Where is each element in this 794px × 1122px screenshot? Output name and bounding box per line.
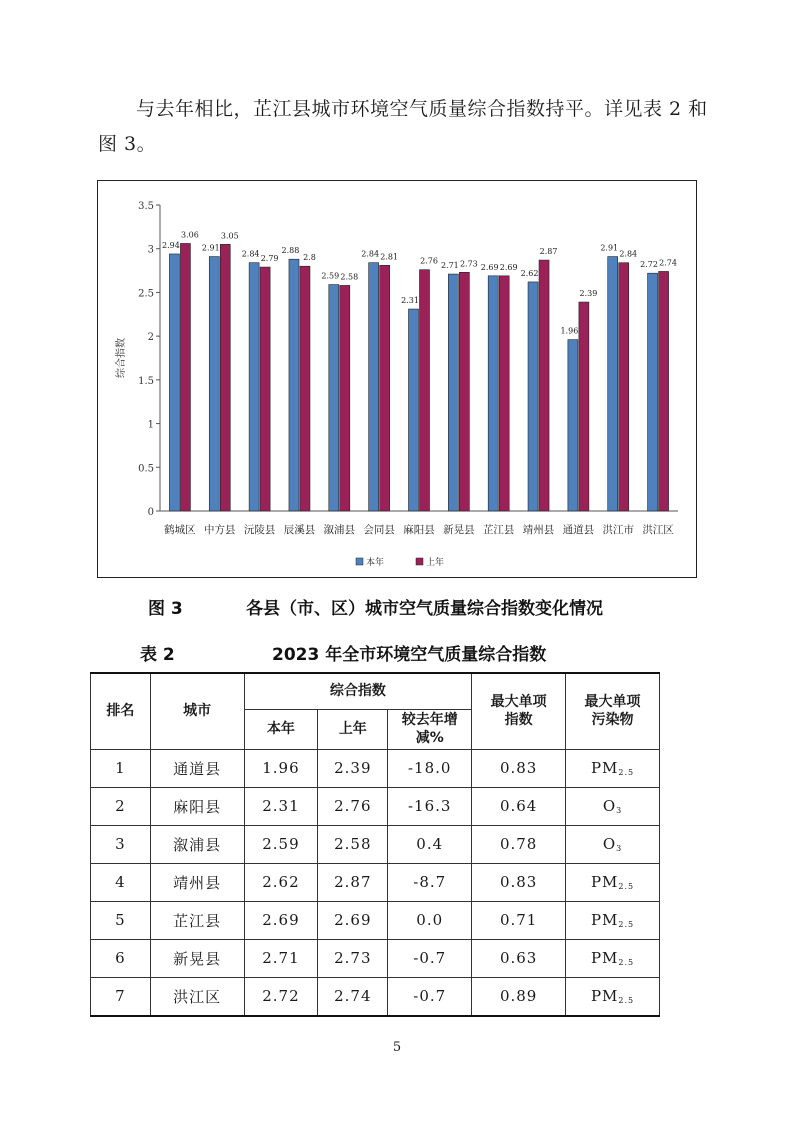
bar-this-year (409, 309, 419, 511)
cell-pollutant (566, 939, 660, 977)
cell-last-year: 2.87 (318, 863, 388, 901)
data-label: 2.69 (480, 262, 499, 272)
bar-this-year (568, 340, 578, 511)
header-change-text: 较去年增减% (401, 712, 458, 746)
data-label: 2.39 (579, 289, 598, 299)
pollutant-name: PM (590, 987, 619, 1005)
legend-swatch (416, 558, 423, 565)
x-category-label: 辰溪县 (283, 524, 316, 536)
header-last-year: 上年 (318, 709, 388, 749)
x-category-label: 新晃县 (443, 524, 475, 536)
cell-pollutant (566, 901, 660, 939)
table-body (91, 749, 660, 1016)
cell-this-year: 2.62 (244, 863, 318, 901)
table-label: 表 2 (140, 645, 175, 665)
cell-change: -8.7 (388, 863, 472, 901)
cell-pollutant (566, 977, 660, 1016)
data-label: 3.06 (181, 230, 199, 240)
y-tick-label: 0 (147, 507, 154, 518)
y-tick-label: 2.5 (138, 288, 154, 300)
cell-last-year: 2.74 (318, 977, 388, 1016)
table-row (91, 939, 660, 977)
data-label: 2.72 (640, 260, 658, 270)
table-row (91, 749, 660, 787)
cell-last-year: 2.73 (318, 939, 388, 977)
header-max-pollutant-text: 最大单项污染物 (584, 694, 641, 729)
bar-last-year (260, 267, 270, 511)
bar-this-year (648, 273, 658, 511)
table-row (91, 825, 660, 863)
pollutant-name: PM (590, 911, 619, 929)
y-axis-label: 综合指数 (116, 338, 127, 378)
data-label: 3.05 (220, 231, 239, 241)
bar-this-year (369, 263, 379, 511)
bar-last-year (619, 263, 629, 511)
pollutant-subscript: 2.5 (618, 920, 635, 929)
pollutant-name: PM (590, 873, 619, 891)
pollutant-name: PM (590, 949, 619, 967)
x-category-label: 通道县 (562, 524, 595, 536)
bar-last-year (420, 270, 430, 511)
y-tick-label: 1.5 (138, 375, 154, 387)
data-label: 2.87 (539, 247, 558, 257)
cell-change: 0.4 (388, 825, 472, 863)
figure-title: 各县（市、区）城市空气质量综合指数变化情况 (246, 599, 603, 619)
data-label: 2.69 (499, 262, 518, 272)
cell-city: 通道县 (150, 749, 244, 787)
data-label: 2.84 (241, 249, 260, 259)
bar-last-year (340, 285, 350, 511)
y-tick-label: 2 (147, 332, 154, 344)
cell-rank: 2 (91, 787, 151, 825)
pollutant-name: PM (590, 759, 619, 777)
data-label: 2.73 (459, 259, 478, 269)
data-label: 2.31 (401, 296, 419, 306)
cell-rank: 5 (91, 901, 151, 939)
cell-max-single: 0.63 (472, 939, 566, 977)
x-category-label: 鹤城区 (164, 524, 196, 536)
bar-last-year (579, 302, 589, 511)
cell-change: -0.7 (388, 977, 472, 1016)
data-label: 2.84 (619, 249, 638, 259)
cell-pollutant (566, 749, 660, 787)
figure-label: 图 3 (148, 599, 183, 619)
pollutant-subscript: 3 (616, 806, 623, 815)
y-tick-label: 3 (147, 244, 154, 256)
cell-last-year: 2.76 (318, 787, 388, 825)
cell-max-single: 0.71 (472, 901, 566, 939)
bar-last-year (220, 244, 230, 511)
cell-city: 麻阳县 (150, 787, 244, 825)
cell-last-year: 2.69 (318, 901, 388, 939)
data-label: 2.76 (420, 256, 438, 266)
cell-city: 新晃县 (150, 939, 244, 977)
x-category-label: 沅陵县 (243, 524, 276, 536)
cell-rank: 6 (91, 939, 151, 977)
cell-city: 溆浦县 (150, 825, 244, 863)
data-label: 2.88 (281, 246, 300, 256)
pollutant-subscript: 2.5 (618, 958, 635, 967)
chart-frame (97, 180, 697, 578)
data-label: 2.71 (440, 261, 459, 271)
bar-last-year (499, 276, 509, 511)
cell-max-single: 0.64 (472, 787, 566, 825)
header-max-single (472, 673, 566, 749)
table-row (91, 787, 660, 825)
cell-city: 洪江区 (150, 977, 244, 1016)
cell-rank: 1 (91, 749, 151, 787)
pollutant-subscript: 3 (616, 844, 623, 853)
cell-last-year: 2.39 (318, 749, 388, 787)
bar-last-year (300, 266, 310, 511)
header-max-pollutant (566, 673, 660, 749)
cell-change: -16.3 (388, 787, 472, 825)
header-this-year: 本年 (244, 709, 318, 749)
cell-city: 靖州县 (150, 863, 244, 901)
air-quality-table (90, 672, 660, 1017)
cell-this-year: 2.71 (244, 939, 318, 977)
bar-this-year (209, 257, 219, 511)
cell-change: -18.0 (388, 749, 472, 787)
data-label: 2.91 (201, 243, 220, 253)
y-tick-label: 3.5 (138, 201, 154, 212)
y-tick-label: 0.5 (138, 463, 154, 475)
data-label: 1.96 (560, 326, 579, 336)
bar-last-year (539, 260, 549, 511)
cell-max-single: 0.83 (472, 749, 566, 787)
cell-city: 芷江县 (150, 901, 244, 939)
cell-change: -0.7 (388, 939, 472, 977)
data-label: 2.62 (520, 268, 539, 278)
x-category-label: 溆浦县 (323, 524, 356, 536)
cell-pollutant (566, 825, 660, 863)
cell-last-year: 2.58 (318, 825, 388, 863)
x-category-label: 会同县 (363, 524, 395, 536)
header-index-group: 综合指数 (244, 673, 472, 709)
cell-this-year: 2.72 (244, 977, 318, 1016)
cell-change: 0.0 (388, 901, 472, 939)
legend-swatch (356, 558, 363, 565)
cell-this-year: 2.59 (244, 825, 318, 863)
legend-label: 本年 (366, 558, 385, 568)
bar-this-year (488, 276, 498, 511)
data-label: 2.74 (659, 258, 677, 268)
bar-this-year (528, 282, 538, 511)
pollutant-subscript: 2.5 (618, 882, 635, 891)
table-row (91, 863, 660, 901)
data-label: 2.8 (303, 253, 316, 263)
table-row (91, 901, 660, 939)
bar-this-year (608, 257, 618, 511)
data-label: 2.58 (340, 272, 359, 282)
x-category-label: 洪江区 (642, 524, 674, 536)
data-label: 2.84 (361, 249, 380, 259)
bar-this-year (169, 254, 179, 511)
data-label: 2.81 (380, 252, 399, 262)
bar-this-year (249, 263, 259, 511)
cell-rank: 7 (91, 977, 151, 1016)
header-max-single-text: 最大单项指数 (490, 694, 547, 729)
header-city: 城市 (150, 673, 244, 749)
page-number: 5 (392, 1040, 402, 1055)
bar-last-year (459, 272, 469, 511)
table-row (91, 977, 660, 1016)
table-title: 2023 年全市环境空气质量综合指数 (272, 645, 547, 665)
cell-pollutant (566, 863, 660, 901)
bar-this-year (289, 259, 299, 511)
bar-this-year (448, 274, 458, 511)
x-category-label: 洪江市 (602, 524, 634, 536)
header-change (388, 709, 472, 749)
bar-last-year (659, 271, 669, 511)
cell-this-year: 1.96 (244, 749, 318, 787)
data-label: 2.94 (162, 240, 180, 250)
cell-max-single: 0.83 (472, 863, 566, 901)
cell-rank: 4 (91, 863, 151, 901)
cell-pollutant (566, 787, 660, 825)
bar-last-year (180, 243, 190, 511)
bar-this-year (329, 285, 339, 511)
x-category-label: 靖州县 (522, 524, 555, 536)
y-tick-label: 1 (147, 419, 154, 431)
legend-label: 上年 (426, 558, 445, 568)
x-category-label: 芷江县 (482, 524, 515, 536)
data-label: 2.59 (321, 271, 340, 281)
cell-max-single: 0.89 (472, 977, 566, 1016)
cell-this-year: 2.31 (244, 787, 318, 825)
pollutant-name: O (602, 835, 617, 853)
data-label: 2.79 (260, 254, 279, 264)
bar-last-year (380, 265, 390, 511)
cell-max-single: 0.78 (472, 825, 566, 863)
pollutant-name: O (602, 797, 617, 815)
x-category-label: 麻阳县 (403, 524, 435, 536)
intro-paragraph: 与去年相比，芷江县城市环境空气质量综合指数持平。详见表 2 和图 3。 (98, 98, 708, 155)
header-rank: 排名 (91, 673, 151, 749)
pollutant-subscript: 2.5 (618, 768, 635, 777)
bar-chart (98, 181, 698, 579)
x-category-label: 中方县 (204, 524, 236, 536)
data-label: 2.91 (600, 243, 619, 253)
cell-rank: 3 (91, 825, 151, 863)
pollutant-subscript: 2.5 (618, 996, 635, 1005)
cell-this-year: 2.69 (244, 901, 318, 939)
